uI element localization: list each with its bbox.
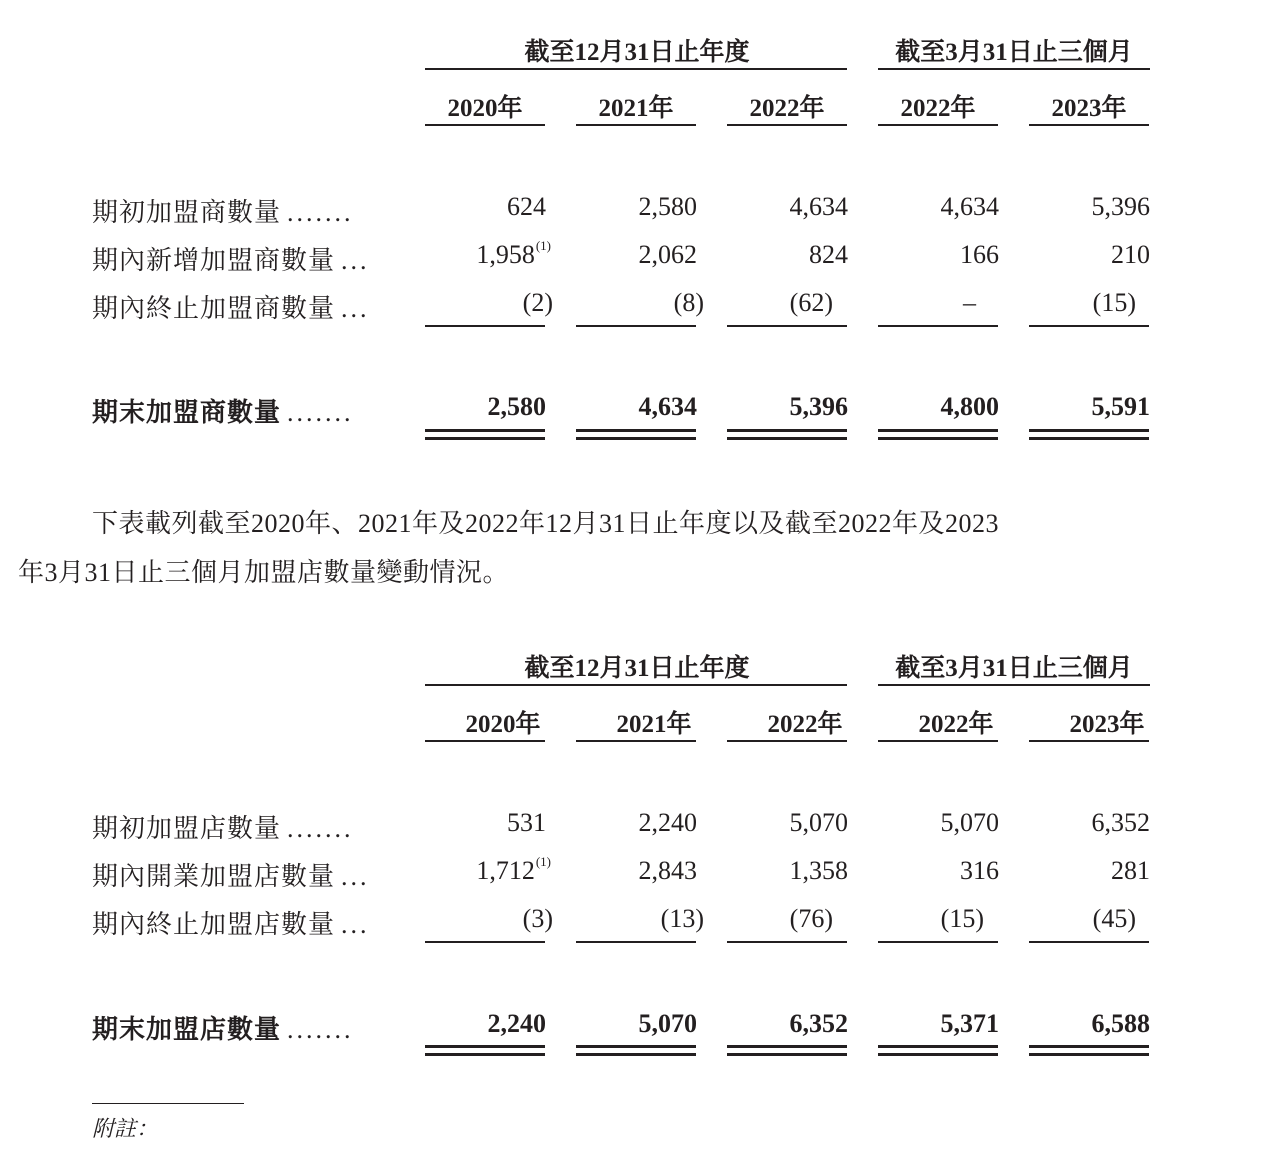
subtotal-rule [1029,325,1149,327]
year-rule [425,740,545,742]
cell-value: 210 [1111,240,1150,269]
footnote-marker: (1) [535,238,551,253]
cell-value: 2,062 [638,240,697,269]
total-value: 5,396 [789,392,848,421]
footnote-label: 附註： [92,1116,159,1141]
year-header: 2021年 [616,711,692,738]
double-rule [878,1045,998,1048]
total-value: 4,800 [940,392,999,421]
double-rule [1029,437,1149,440]
double-rule [425,1045,545,1048]
row-label: 期初加盟店數量 ....... [92,814,354,843]
year-header: 2023年 [1069,711,1145,738]
double-rule [727,1045,847,1048]
year-header: 2022年 [767,711,843,738]
body-paragraph-line-2: 年3月31日止三個月加盟店數量變動情況。 [18,558,510,587]
year-rule [878,740,998,742]
cell-value: 5,070 [789,808,848,837]
year-header: 2020年 [465,711,541,738]
cell-value: 5,070 [940,808,999,837]
year-rule [1029,124,1149,126]
cell-value: – [963,288,976,317]
cell-value: 1,712$^{(1)}$ [476,854,551,885]
subtotal-rule [1029,941,1149,943]
year-rule [1029,740,1149,742]
group-header-year-end: 截至12月31日止年度 [524,655,750,682]
subtotal-rule [576,941,696,943]
cell-value: 281 [1111,856,1150,885]
total-value: 6,352 [789,1009,848,1038]
footnote-marker: (1) [535,854,551,869]
double-rule [727,429,847,432]
cell-value: 316 [960,856,999,885]
cell-value: (15) [940,904,984,933]
cell-value: 4,634 [940,192,999,221]
body-paragraph-line-1: 下表載列截至2020年、2021年及2022年12月31日止年度以及截至2022年及2023 [92,509,1000,538]
double-rule [878,1053,998,1056]
group-header-year-end: 截至12月31日止年度 [524,39,750,66]
cell-value: 5,396 [1091,192,1150,221]
year-header: 2021年 [598,95,674,122]
cell-value: (2) [522,288,553,317]
group-rule [878,684,1150,686]
subtotal-rule [878,325,998,327]
total-value: 6,588 [1091,1009,1150,1038]
year-rule [576,740,696,742]
double-rule [425,429,545,432]
footnote-separator [92,1103,244,1104]
cell-value: 2,843 [638,856,697,885]
cell-value: 2,240 [638,808,697,837]
double-rule [425,437,545,440]
cell-value: 4,634 [789,192,848,221]
total-value: 5,371 [940,1009,999,1038]
row-label: 期內新增加盟商數量 ... [92,246,370,275]
year-header: 2022年 [900,95,976,122]
subtotal-rule [576,325,696,327]
year-rule [727,740,847,742]
double-rule [878,429,998,432]
double-rule [1029,1045,1149,1048]
subtotal-rule [425,941,545,943]
double-rule [576,1053,696,1056]
total-value: 2,580 [487,392,546,421]
total-value: 5,070 [638,1009,697,1038]
row-label: 期初加盟商數量 ....... [92,198,354,227]
year-header: 2022年 [749,95,825,122]
double-rule [576,429,696,432]
year-rule [425,124,545,126]
cell-value: 2,580 [638,192,697,221]
year-rule [576,124,696,126]
double-rule [576,1045,696,1048]
double-rule [1029,429,1149,432]
year-header: 2020年 [447,95,523,122]
double-rule [425,1053,545,1056]
row-label: 期內終止加盟商數量 ... [92,294,370,323]
subtotal-rule [727,325,847,327]
subtotal-rule [425,325,545,327]
row-label: 期內開業加盟店數量 ... [92,862,370,891]
group-rule [425,68,847,70]
cell-value: 6,352 [1091,808,1150,837]
total-value: 2,240 [487,1009,546,1038]
cell-value: (8) [673,288,704,317]
group-rule [425,684,847,686]
cell-value: (76) [789,904,833,933]
row-label: 期內終止加盟店數量 ... [92,910,370,939]
year-rule [878,124,998,126]
double-rule [1029,1053,1149,1056]
year-header: 2022年 [918,711,994,738]
cell-value: 824 [809,240,848,269]
year-header: 2023年 [1051,95,1127,122]
total-label: 期末加盟商數量 ....... [92,398,354,427]
subtotal-rule [727,941,847,943]
double-rule [576,437,696,440]
total-label: 期末加盟店數量 ....... [92,1015,354,1044]
group-header-three-months: 截至3月31日止三個月 [895,655,1133,682]
total-value: 4,634 [638,392,697,421]
subtotal-rule [878,941,998,943]
cell-value: (3) [522,904,553,933]
group-header-three-months: 截至3月31日止三個月 [895,39,1133,66]
double-rule [727,1053,847,1056]
cell-value: 1,358 [789,856,848,885]
cell-value: (45) [1092,904,1136,933]
cell-value: (13) [660,904,704,933]
cell-value: 1,958$^{(1)}$ [476,238,551,269]
cell-value: 166 [960,240,999,269]
year-rule [727,124,847,126]
cell-value: (62) [789,288,833,317]
cell-value: (15) [1092,288,1136,317]
cell-value: 531 [507,808,546,837]
double-rule [727,437,847,440]
cell-value: 624 [507,192,546,221]
double-rule [878,437,998,440]
group-rule [878,68,1150,70]
total-value: 5,591 [1091,392,1150,421]
